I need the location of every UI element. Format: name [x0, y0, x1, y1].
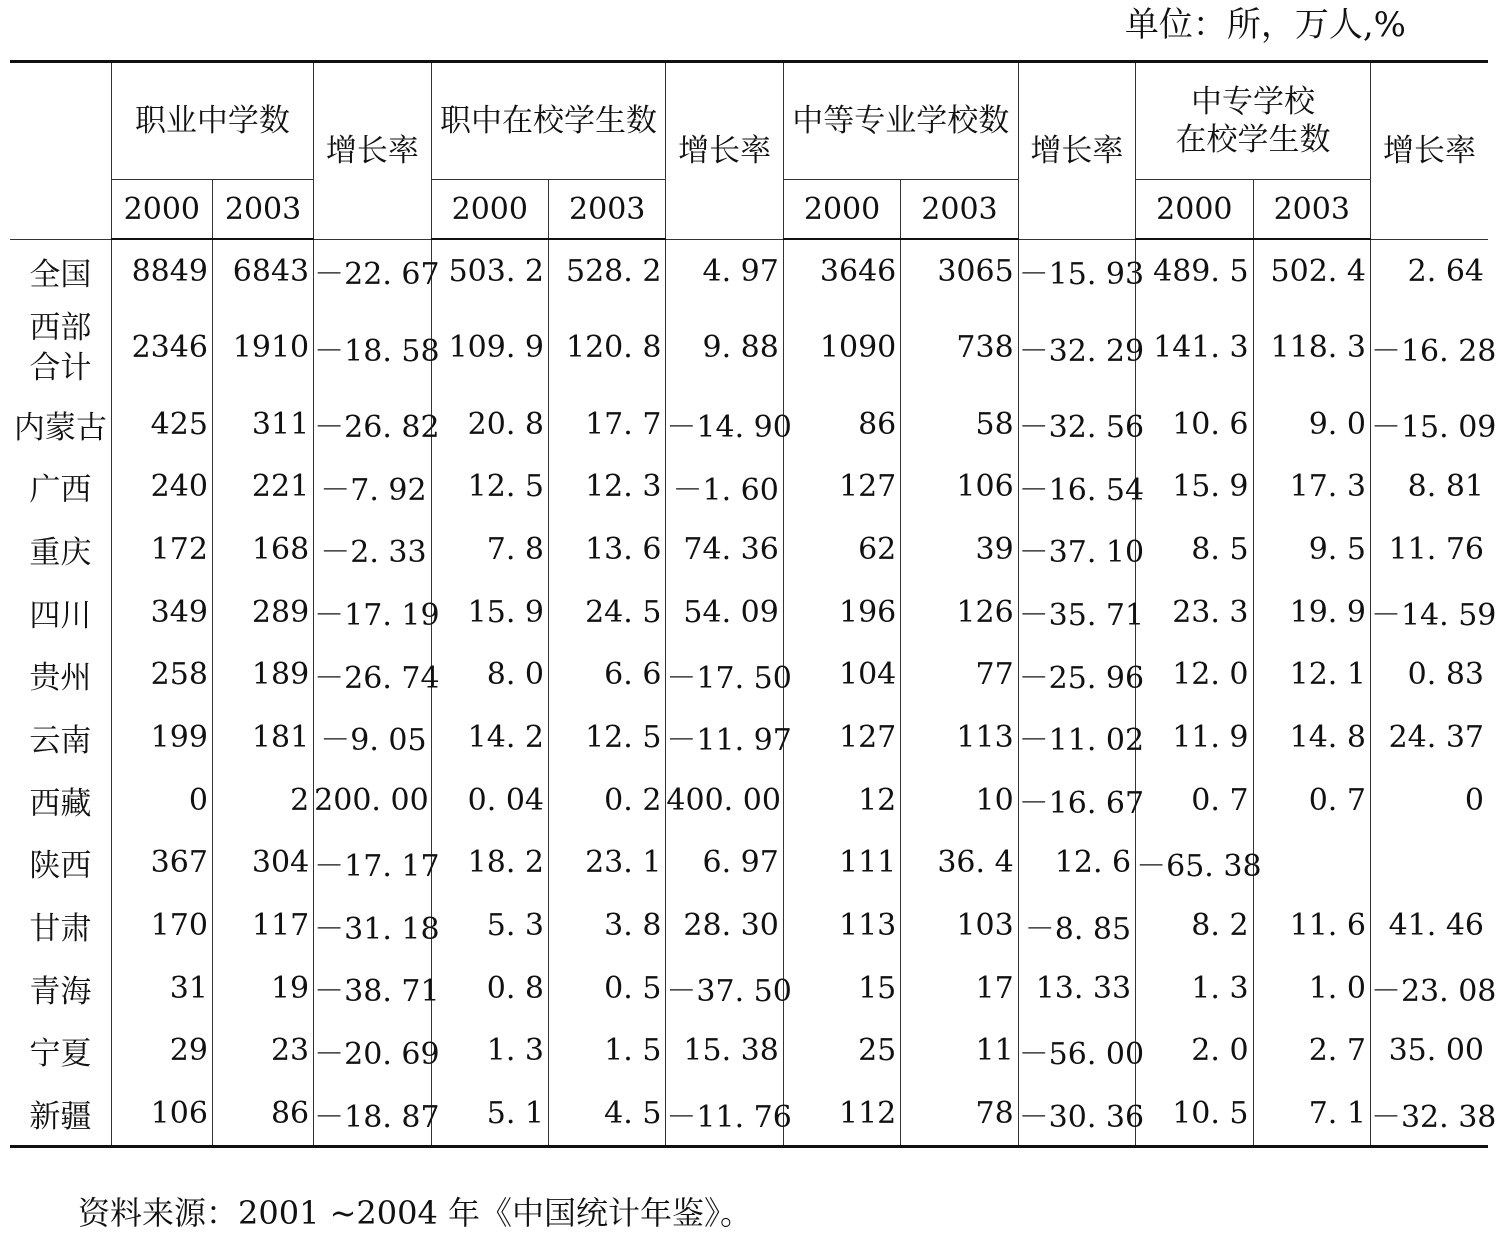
table-cell: 13. 6 [549, 518, 666, 581]
table-cell: 489. 5 [1136, 239, 1253, 303]
region-name: 新疆 [10, 1082, 111, 1146]
table-cell: 503. 2 [431, 239, 548, 303]
region-name: 青海 [29, 973, 92, 1010]
table-cell: 0. 5 [549, 957, 666, 1020]
table-cell: 39 [901, 518, 1018, 581]
table-cell: 17. 3 [1253, 455, 1370, 518]
table-cell: －22. 67 [314, 239, 431, 303]
table-cell: 11 [901, 1020, 1018, 1083]
table-cell: 12. 5 [431, 455, 548, 518]
table-cell: 2. 64 [1370, 239, 1488, 303]
table-cell: 6843 [212, 239, 313, 303]
table-cell: 23. 3 [1136, 581, 1253, 644]
table-cell: 106 [901, 455, 1018, 518]
table-cell: －32. 29 [1018, 303, 1135, 393]
table-cell: －15. 09 [1370, 393, 1488, 456]
table-cell: 78 [901, 1082, 1018, 1146]
table-cell: －7. 92 [314, 455, 431, 518]
table-cell: 170 [111, 894, 212, 957]
table-cell: 109. 9 [431, 303, 548, 393]
statistics-table-container [10, 60, 1497, 1148]
table-cell: 1090 [783, 303, 900, 393]
header-growth-rate-1: 增长率 [314, 62, 431, 240]
table-cell: －26. 82 [314, 393, 431, 456]
region-name: 内蒙古 [13, 409, 107, 446]
table-cell: 289 [212, 581, 313, 644]
header-growth-rate-4: 增长率 [1370, 62, 1488, 240]
header-year-2000: 2000 [783, 180, 900, 240]
table-cell: －11. 76 [666, 1082, 783, 1146]
table-cell: －16. 28 [1370, 303, 1488, 393]
table-cell: 1910 [212, 303, 313, 393]
table-cell: 3. 8 [549, 894, 666, 957]
table-cell: 12 [783, 769, 900, 832]
table-cell: 113 [783, 894, 900, 957]
table-cell: 15 [783, 957, 900, 1020]
header-corner [10, 62, 111, 240]
region-name-line1: 西部 [29, 309, 92, 346]
table-cell: 2. 7 [1253, 1020, 1370, 1083]
table-cell: 9. 88 [666, 303, 783, 393]
table-cell: 106 [111, 1082, 212, 1146]
statistics-table [10, 60, 1497, 1148]
table-cell: 12. 5 [549, 706, 666, 769]
table-cell: 74. 36 [666, 518, 783, 581]
header-year-2003: 2003 [549, 180, 666, 240]
table-cell: －32. 38 [1370, 1082, 1488, 1146]
table-cell: 17 [901, 957, 1018, 1020]
table-cell: 117 [212, 894, 313, 957]
table-cell: －25. 96 [1018, 643, 1135, 706]
header-year-2003: 2003 [212, 180, 313, 240]
table-cell: 8. 81 [1370, 455, 1488, 518]
table-cell: 12. 1 [1253, 643, 1370, 706]
region-name: 宁夏 [29, 1036, 92, 1073]
table-cell: 3065 [901, 239, 1018, 303]
table-cell: －14. 90 [666, 393, 783, 456]
table-cell: 1. 3 [1136, 957, 1253, 1020]
table-cell: 6. 97 [666, 832, 783, 895]
table-cell: 0 [111, 769, 212, 832]
table-cell: 86 [212, 1082, 313, 1146]
table-cell: 3646 [783, 239, 900, 303]
table-cell: 17. 7 [549, 393, 666, 456]
table-header [10, 62, 1488, 240]
table-cell: －17. 17 [314, 832, 431, 895]
table-cell: 8849 [111, 239, 212, 303]
table-cell: 15. 9 [431, 581, 548, 644]
table-cell: 13. 33 [1018, 957, 1135, 1020]
table-cell: 425 [111, 393, 212, 456]
table-cell: 172 [111, 518, 212, 581]
table-cell: －31. 18 [314, 894, 431, 957]
table-cell: 10. 5 [1136, 1082, 1253, 1146]
table-cell: 221 [212, 455, 313, 518]
table-cell: 258 [111, 643, 212, 706]
table-cell: 10 [901, 769, 1018, 832]
table-cell: 7. 8 [431, 518, 548, 581]
table-cell: 113 [901, 706, 1018, 769]
table-cell: 367 [111, 832, 212, 895]
table-cell: －14. 59 [1370, 581, 1488, 644]
table-cell: 23. 1 [549, 832, 666, 895]
region-name: 全国 [29, 256, 92, 293]
table-cell: 120. 8 [549, 303, 666, 393]
table-cell: 24. 5 [549, 581, 666, 644]
table-cell: 528. 2 [549, 239, 666, 303]
table-cell: 141. 3 [1136, 303, 1253, 393]
table-row [10, 769, 1488, 832]
table-cell: 181 [212, 706, 313, 769]
header-year-2003: 2003 [901, 180, 1018, 240]
table-cell: －2. 33 [314, 518, 431, 581]
region-name: 云南 [29, 722, 92, 759]
table-cell: 86 [783, 393, 900, 456]
table-cell: 2 [212, 769, 313, 832]
table-cell: 14. 8 [1253, 706, 1370, 769]
table-cell: 12. 3 [549, 455, 666, 518]
table-cell: －23. 08 [1370, 957, 1488, 1020]
table-cell: －8. 85 [1018, 894, 1135, 957]
table-cell: 127 [783, 706, 900, 769]
table-cell: 18. 2 [431, 832, 548, 895]
table-cell: 9. 0 [1253, 393, 1370, 456]
table-cell: 19 [212, 957, 313, 1020]
table-cell: 126 [901, 581, 1018, 644]
table-cell: －1. 60 [666, 455, 783, 518]
header-vocational-students: 职中在校学生数 [431, 62, 666, 180]
table-cell: 35. 00 [1370, 1020, 1488, 1083]
table-cell: 15. 38 [666, 1020, 783, 1083]
table-cell: －17. 19 [314, 581, 431, 644]
table-cell: －30. 36 [1018, 1082, 1135, 1146]
header-growth-rate-2: 增长率 [666, 62, 783, 240]
table-cell: －16. 67 [1018, 769, 1135, 832]
table-cell: 200. 00 [314, 769, 431, 832]
header-year-2000: 2000 [1136, 180, 1253, 240]
table-cell: 112 [783, 1082, 900, 1146]
table-cell: 2346 [111, 303, 212, 393]
table-cell: 189 [212, 643, 313, 706]
table-cell: 4. 97 [666, 239, 783, 303]
table-row [10, 1082, 1488, 1146]
table-cell: 2. 0 [1136, 1020, 1253, 1083]
header-vocational-school-count: 职业中学数 [111, 62, 313, 180]
table-cell: 62 [783, 518, 900, 581]
table-cell: 240 [111, 455, 212, 518]
table-cell: 0 [1370, 769, 1488, 832]
table-cell: －37. 50 [666, 957, 783, 1020]
table-cell: 41. 46 [1370, 894, 1488, 957]
table-cell: 8. 0 [431, 643, 548, 706]
table-row [10, 643, 1488, 706]
header-technical-students-line1: 中专学校 [1191, 84, 1316, 120]
table-cell: 58 [901, 393, 1018, 456]
header-technical-school-count: 中等专业学校数 [783, 62, 1018, 180]
table-row [10, 706, 1488, 769]
table-cell: －38. 71 [314, 957, 431, 1020]
table-cell: 349 [111, 581, 212, 644]
table-cell: 5. 3 [431, 894, 548, 957]
table-cell: 8. 2 [1136, 894, 1253, 957]
table-cell: 15. 9 [1136, 455, 1253, 518]
region-name: 广西 [29, 472, 92, 509]
table-cell: 24. 37 [1370, 706, 1488, 769]
table-cell: －16. 54 [1018, 455, 1135, 518]
table-cell: 25 [783, 1020, 900, 1083]
table-cell: 23 [212, 1020, 313, 1083]
table-cell: －20. 69 [314, 1020, 431, 1083]
table-cell: 0. 7 [1136, 769, 1253, 832]
table-cell: 0. 83 [1370, 643, 1488, 706]
table-cell: 127 [783, 455, 900, 518]
table-body [10, 239, 1497, 1146]
table-cell: 0. 04 [431, 769, 548, 832]
table-row [10, 393, 1488, 456]
header-year-2000: 2000 [111, 180, 212, 240]
table-cell: 502. 4 [1253, 239, 1370, 303]
table-cell: －37. 10 [1018, 518, 1135, 581]
table-cell: 311 [212, 393, 313, 456]
region-name: 西藏 [29, 785, 92, 822]
table-cell: 31 [111, 957, 212, 1020]
region-name-line2: 合计 [29, 349, 92, 386]
table-cell: 20. 8 [431, 393, 548, 456]
table-row [10, 894, 1488, 957]
table-cell: 36. 4 [901, 832, 1018, 895]
table-cell: 196 [783, 581, 900, 644]
table-cell: 104 [783, 643, 900, 706]
table-cell: 10. 6 [1136, 393, 1253, 456]
table-row [10, 518, 1488, 581]
table-cell: 54. 09 [666, 581, 783, 644]
region-name: 甘肃 [29, 911, 92, 948]
header-year-2000: 2000 [431, 180, 548, 240]
table-cell: 400. 00 [666, 769, 783, 832]
table-cell: 5. 1 [431, 1082, 548, 1146]
table-cell: 11. 6 [1253, 894, 1370, 957]
table-row [10, 957, 1488, 1020]
table-cell: 1. 3 [431, 1020, 548, 1083]
unit-label: 单位：所，万人,% [1124, 5, 1406, 45]
table-cell: 1. 0 [1253, 957, 1370, 1020]
table-cell: 11. 76 [1370, 518, 1488, 581]
header-technical-students [1136, 62, 1371, 180]
region-name: 贵州 [29, 660, 92, 697]
region-name: 陕西 [29, 848, 92, 885]
header-technical-students-line2: 在校学生数 [1175, 122, 1331, 158]
table-cell: －32. 56 [1018, 393, 1135, 456]
table-cell: 8. 5 [1136, 518, 1253, 581]
table-cell: 12. 6 [1018, 832, 1135, 895]
header-year-2003: 2003 [1253, 180, 1370, 240]
table-cell: 1. 5 [549, 1020, 666, 1083]
table-cell: 14. 2 [431, 706, 548, 769]
table-cell: －18. 87 [314, 1082, 431, 1146]
table-cell: 19. 9 [1253, 581, 1370, 644]
table-cell: 29 [111, 1020, 212, 1083]
table-cell: 11. 9 [1136, 706, 1253, 769]
table-cell: 738 [901, 303, 1018, 393]
table-row [10, 455, 1488, 518]
table-row [10, 1020, 1488, 1083]
table-cell [1253, 832, 1370, 895]
table-cell: －17. 50 [666, 643, 783, 706]
table-cell: －11. 97 [666, 706, 783, 769]
table-cell: 28. 30 [666, 894, 783, 957]
table-cell: －9. 05 [314, 706, 431, 769]
table-cell: －15. 93 [1018, 239, 1135, 303]
table-row [10, 303, 1488, 393]
table-cell: 9. 5 [1253, 518, 1370, 581]
table-cell: －18. 58 [314, 303, 431, 393]
header-row-groups [10, 62, 1488, 180]
table-cell: －11. 02 [1018, 706, 1135, 769]
table-cell: －65. 38 [1136, 832, 1253, 895]
table-cell: 168 [212, 518, 313, 581]
table-cell: 0. 2 [549, 769, 666, 832]
table-row [10, 581, 1488, 644]
table-cell: 77 [901, 643, 1018, 706]
table-cell: 111 [783, 832, 900, 895]
region-name [10, 303, 111, 393]
table-cell: 0. 8 [431, 957, 548, 1020]
table-cell: 6. 6 [549, 643, 666, 706]
region-name: 四川 [29, 597, 92, 634]
source-note: 资料来源：2001 ~2004 年《中国统计年鉴》。 [78, 1194, 753, 1232]
table-cell: 4. 5 [549, 1082, 666, 1146]
table-cell: －35. 71 [1018, 581, 1135, 644]
table-row [10, 832, 1488, 895]
table-cell: 7. 1 [1253, 1082, 1370, 1146]
table-cell: －26. 74 [314, 643, 431, 706]
table-row [10, 239, 1488, 303]
table-cell: －56. 00 [1018, 1020, 1135, 1083]
table-cell: 304 [212, 832, 313, 895]
table-cell: 103 [901, 894, 1018, 957]
header-growth-rate-3: 增长率 [1018, 62, 1135, 240]
table-cell: 199 [111, 706, 212, 769]
region-name: 重庆 [29, 534, 92, 571]
table-cell: 12. 0 [1136, 643, 1253, 706]
table-cell: 118. 3 [1253, 303, 1370, 393]
table-cell: 0. 7 [1253, 769, 1370, 832]
table-cell [1370, 832, 1488, 895]
